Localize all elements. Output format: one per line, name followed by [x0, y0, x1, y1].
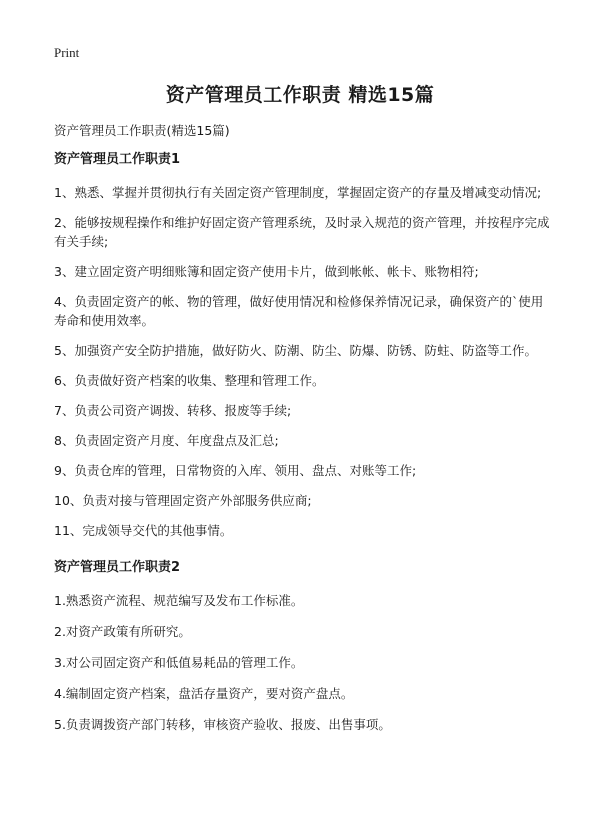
page-title: 资产管理员工作职责 精选15篇 — [165, 84, 435, 106]
section-1-item: 5、加强资产安全防护措施，做好防火、防潮、防尘、防爆、防锈、防蛀、防盗等工作。 — [54, 343, 537, 358]
document-subtitle: 资产管理员工作职责(精选15篇) — [54, 123, 230, 138]
section-2-item: 3.对公司固定资产和低值易耗品的管理工作。 — [54, 655, 304, 670]
section-2-heading: 资产管理员工作职责2 — [54, 560, 181, 575]
section-1-item: 8、负责固定资产月度、年度盘点及汇总; — [54, 433, 279, 448]
section-1-item: 2、能够按规程操作和维护好固定资产管理系统，及时录入规范的资产管理，并按程序完成有关手续; — [54, 215, 550, 249]
section-1-item: 11、完成领导交代的其他事情。 — [54, 523, 233, 538]
document-content — [54, 152, 554, 746]
section-1-item: 3、建立固定资产明细账簿和固定资产使用卡片，做到帐帐、帐卡、账物相符; — [54, 264, 479, 279]
section-1-item: 1、熟悉、掌握并贯彻执行有关固定资产管理制度，掌握固定资产的存量及增减变动情况; — [54, 185, 542, 200]
section-1-item: 4、负责固定资产的帐、物的管理，做好使用情况和检修保养情况记录，确保资产的`使用寿命和使用效率。 — [54, 294, 544, 328]
print-link[interactable]: Print — [54, 45, 80, 60]
section-1-item: 6、负责做好资产档案的收集、整理和管理工作。 — [54, 373, 325, 388]
section-2-item: 2.对资产政策有所研究。 — [54, 624, 191, 639]
section-2-item: 4.编制固定资产档案，盘活存量资产，要对资产盘点。 — [54, 686, 354, 701]
section-2-item: 1.熟悉资产流程、规范编写及发布工作标准。 — [54, 593, 304, 608]
section-1-item: 9、负责仓库的管理，日常物资的入库、领用、盘点、对账等工作; — [54, 463, 417, 478]
section-1-item: 10、负责对接与管理固定资产外部服务供应商; — [54, 493, 312, 508]
section-1-item: 7、负责公司资产调拨、转移、报废等手续; — [54, 403, 292, 418]
section-1-heading: 资产管理员工作职责1 — [54, 152, 181, 167]
section-2-item: 5.负责调拨资产部门转移，审核资产验收、报废、出售事项。 — [54, 717, 391, 732]
